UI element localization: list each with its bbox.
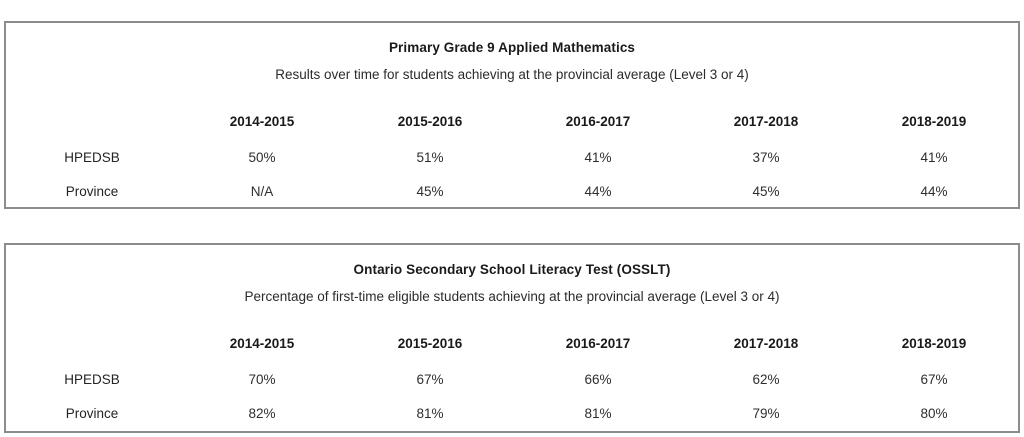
- column-header: 2017-2018: [733, 336, 799, 351]
- column-header: 2017-2018: [733, 114, 799, 129]
- row-label: Province: [65, 183, 119, 199]
- table-cell: 70%: [248, 371, 276, 387]
- table-cell: 44%: [584, 183, 612, 199]
- table-cell: 45%: [752, 183, 780, 199]
- table-cell: 81%: [584, 405, 612, 421]
- header-row: [6, 325, 1018, 362]
- table-cell: 41%: [584, 149, 612, 165]
- table-cell: 51%: [416, 149, 444, 165]
- column-header: 2018-2019: [901, 336, 967, 351]
- table-subtitle: Results over time for students achieving at the provincial average (Level 3 or 4): [275, 67, 749, 82]
- math-results-table: [6, 103, 1018, 208]
- column-header: 2016-2017: [565, 336, 631, 351]
- corner-cell: [6, 325, 178, 362]
- column-header: 2014-2015: [229, 114, 295, 129]
- table-cell: 41%: [920, 149, 948, 165]
- osslt-results-panel: [4, 243, 1020, 433]
- table-row: [6, 140, 1018, 174]
- table-cell: 66%: [584, 371, 612, 387]
- table-cell: 79%: [752, 405, 780, 421]
- table-cell: 82%: [248, 405, 276, 421]
- table-cell: N/A: [250, 183, 274, 199]
- table-title: Ontario Secondary School Literacy Test (OSSLT): [353, 262, 671, 277]
- table-title: Primary Grade 9 Applied Mathematics: [388, 40, 636, 55]
- row-label: HPEDSB: [64, 149, 120, 165]
- table-cell: 67%: [920, 371, 948, 387]
- table-cell: 37%: [752, 149, 780, 165]
- table-row: [6, 362, 1018, 396]
- column-header: 2015-2016: [397, 114, 463, 129]
- table-cell: 81%: [416, 405, 444, 421]
- table-cell: 80%: [920, 405, 948, 421]
- row-label: HPEDSB: [64, 371, 120, 387]
- corner-cell: [6, 103, 178, 140]
- osslt-results-table: [6, 325, 1018, 430]
- column-header: 2016-2017: [565, 114, 631, 129]
- table-cell: 67%: [416, 371, 444, 387]
- column-header: 2018-2019: [901, 114, 967, 129]
- column-header: 2014-2015: [229, 336, 295, 351]
- table-subtitle: Percentage of first-time eligible students achieving at the provincial average (Level 3 or 4): [244, 289, 780, 304]
- header-row: [6, 103, 1018, 140]
- table-cell: 45%: [416, 183, 444, 199]
- table-cell: 44%: [920, 183, 948, 199]
- math-results-panel: [4, 21, 1020, 209]
- table-row: [6, 396, 1018, 430]
- table-row: [6, 174, 1018, 208]
- row-label: Province: [65, 405, 119, 421]
- table-cell: 50%: [248, 149, 276, 165]
- table-cell: 62%: [752, 371, 780, 387]
- column-header: 2015-2016: [397, 336, 463, 351]
